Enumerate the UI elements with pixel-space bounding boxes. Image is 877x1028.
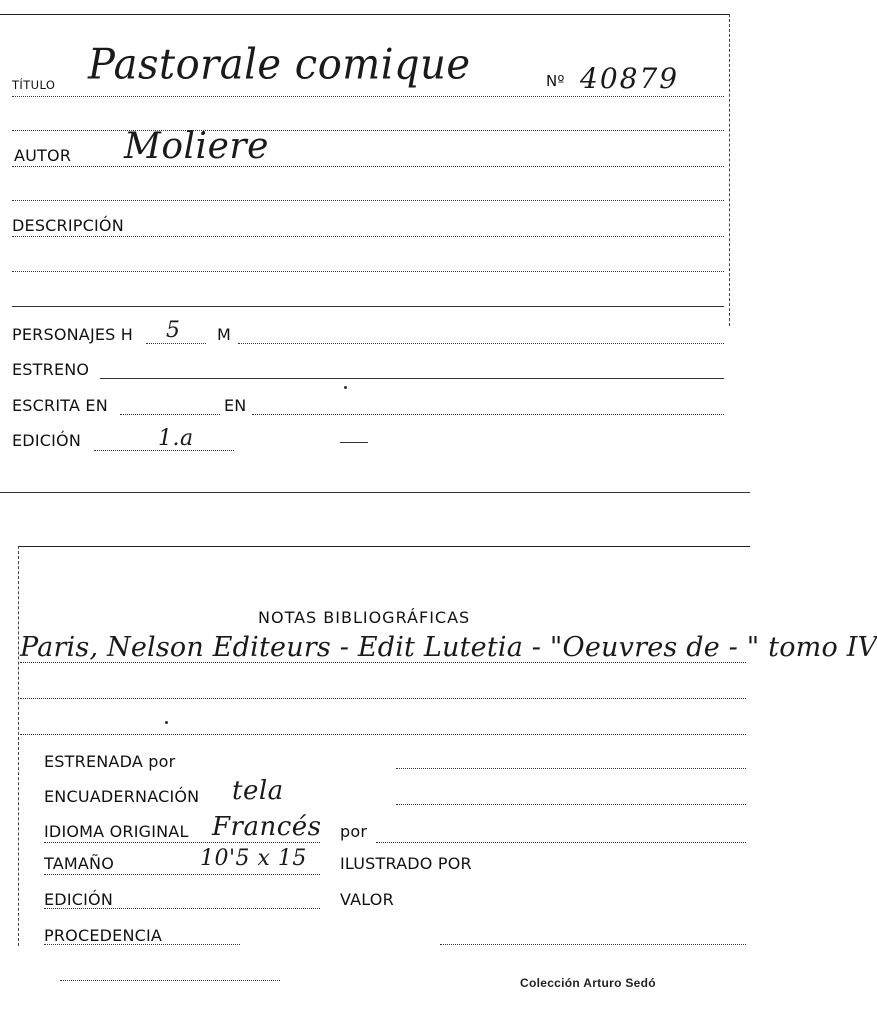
notas-line-3 bbox=[20, 734, 746, 735]
tamano-value: 10'5 x 15 bbox=[200, 846, 307, 871]
catalog-card-front bbox=[0, 0, 759, 492]
valor-label: VALOR bbox=[340, 890, 394, 909]
encuadernacion-line bbox=[396, 804, 746, 805]
notas-value: Paris, Nelson Editeurs - Edit Lutetia - "Oeuvres de - " tomo IV bbox=[20, 632, 877, 663]
descripcion-line-2 bbox=[12, 271, 724, 272]
autor-line-2 bbox=[12, 200, 724, 201]
notas-line-1 bbox=[20, 662, 746, 663]
estreno-label: ESTRENO bbox=[12, 360, 90, 379]
ink-speck bbox=[165, 721, 168, 724]
estreno-line bbox=[100, 378, 724, 379]
titulo-label: TÍTULO bbox=[12, 78, 56, 92]
edicion-label-2: EDICIÓN bbox=[44, 890, 114, 909]
personajes-m-line bbox=[238, 343, 724, 344]
procedencia-line-2 bbox=[440, 944, 746, 945]
card-separator bbox=[0, 492, 750, 493]
edicion-value: 1.a bbox=[158, 426, 194, 451]
card-right-border bbox=[729, 14, 730, 326]
procedencia-label: PROCEDENCIA bbox=[44, 926, 163, 945]
ilustrado-label: ILUSTRADO POR bbox=[340, 854, 472, 873]
tamano-line bbox=[44, 874, 320, 875]
card-left-border bbox=[18, 546, 19, 946]
descripcion-line-3 bbox=[12, 306, 724, 307]
tamano-label: TAMAÑO bbox=[44, 854, 114, 873]
encuadernacion-value: tela bbox=[232, 776, 284, 806]
titulo-line bbox=[12, 96, 724, 97]
idioma-line bbox=[44, 842, 320, 843]
notas-header: NOTAS BIBLIOGRÁFICAS bbox=[258, 608, 471, 627]
titulo-line-2 bbox=[12, 130, 724, 131]
encuadernacion-label: ENCUADERNACIÓN bbox=[44, 787, 200, 806]
personajes-label: PERSONAJES H bbox=[12, 325, 134, 344]
escrita-en-line bbox=[120, 414, 220, 415]
titulo-value: Pastorale comique bbox=[88, 40, 471, 90]
personajes-m-label: M bbox=[217, 325, 232, 344]
descripcion-label: DESCRIPCIÓN bbox=[12, 216, 124, 235]
ink-speck bbox=[344, 386, 347, 389]
idioma-label: IDIOMA ORIGINAL bbox=[44, 822, 189, 841]
en-label: EN bbox=[224, 396, 247, 415]
autor-label: AUTOR bbox=[14, 146, 72, 165]
autor-value: Moliere bbox=[124, 126, 269, 167]
card-top-border bbox=[18, 546, 750, 547]
bottom-line bbox=[60, 980, 280, 981]
en-line bbox=[252, 414, 724, 415]
personajes-h-line bbox=[146, 343, 206, 344]
descripcion-line-1 bbox=[12, 236, 724, 237]
por-label: por bbox=[340, 822, 368, 841]
edicion-label: EDICIÓN bbox=[12, 431, 82, 450]
notas-line-2 bbox=[20, 698, 746, 699]
numero-value: 40879 bbox=[580, 62, 680, 95]
personajes-h-value: 5 bbox=[166, 318, 181, 343]
escrita-en-label: ESCRITA EN bbox=[12, 396, 108, 415]
numero-label: Nº bbox=[546, 72, 565, 90]
procedencia-line bbox=[44, 944, 240, 945]
autor-line bbox=[12, 166, 724, 167]
estrenada-line bbox=[396, 768, 746, 769]
estrenada-label: ESTRENADA por bbox=[44, 752, 176, 771]
coleccion-stamp: Colección Arturo Sedó bbox=[520, 976, 656, 990]
edicion-line-2 bbox=[44, 908, 320, 909]
idioma-value: Francés bbox=[212, 812, 322, 842]
card-top-border bbox=[0, 14, 730, 15]
catalog-card-back bbox=[0, 546, 877, 1028]
por-line bbox=[376, 842, 746, 843]
ink-mark bbox=[340, 442, 368, 443]
